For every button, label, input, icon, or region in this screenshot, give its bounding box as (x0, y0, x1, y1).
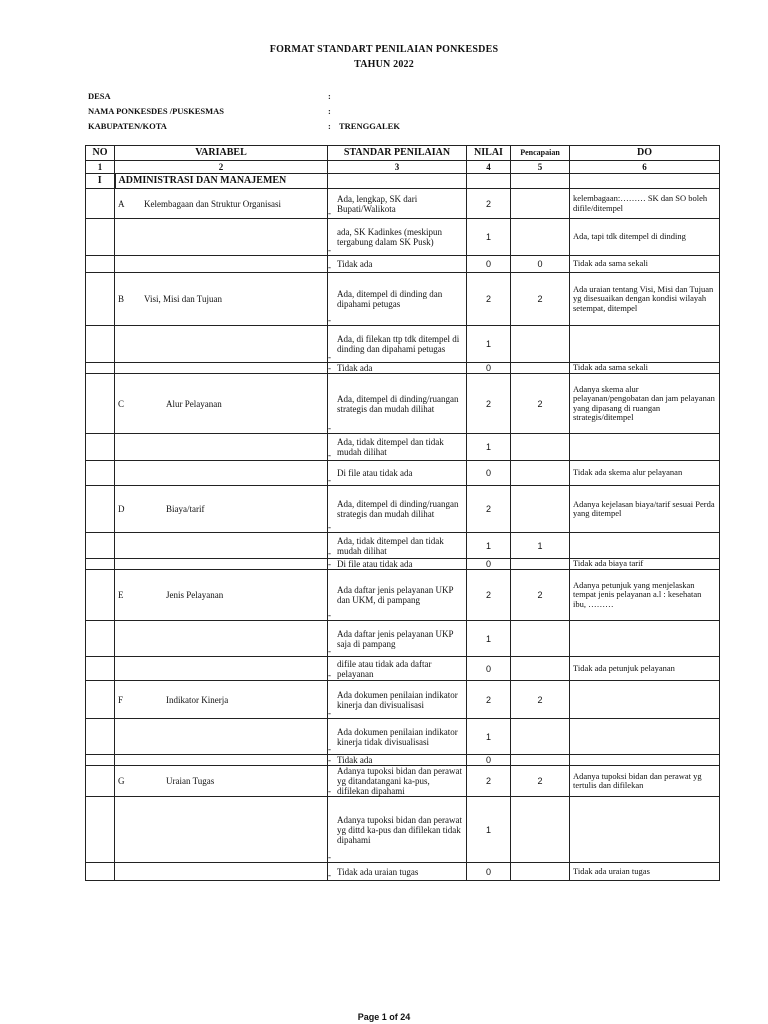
standard-text: Ada daftar jenis pelayanan UKP dan UKM, di pampang (337, 585, 454, 605)
do-cell (570, 797, 720, 863)
nilai-cell: 0 (467, 256, 511, 273)
row-no-cell (86, 219, 115, 256)
variable-letter: B (118, 294, 125, 304)
standard-text: Adanya tupoksi bidan dan perawat yg dittd ka-pus dan difilekan tidak dipahami (337, 814, 462, 845)
pencapaian-cell (511, 755, 570, 766)
variable-cell (115, 719, 328, 755)
column-number: 5 (511, 161, 570, 174)
variable-cell (115, 461, 328, 486)
variable-name: Visi, Misi dan Tujuan (144, 294, 222, 304)
variable-name: Indikator Kinerja (166, 694, 229, 705)
standard-cell: - ada, SK Kadinkes (meskipun tergabung dalam SK Pusk) (328, 219, 467, 256)
nilai-cell: 2 (467, 681, 511, 719)
do-cell: Adanya skema alur pelayanan/pengobatan dan jam pelayanan yang dipasang di ruangan strategis/ditempel (570, 374, 720, 434)
nilai-cell: 2 (467, 766, 511, 797)
standard-text: Tidak ada (337, 259, 373, 269)
standard-text: Tidak ada (337, 363, 373, 373)
meta-label: NAMA PONKESDES /PUSKESMAS (88, 106, 225, 116)
row-no-cell (86, 363, 115, 374)
do-cell (570, 755, 720, 766)
do-cell (570, 719, 720, 755)
row-no-cell (86, 681, 115, 719)
pencapaian-cell (511, 863, 570, 881)
standard-cell: - Ada, lengkap, SK dari Bupati/Walikota (328, 189, 467, 219)
standard-cell: - Ada, tidak ditempel dan tidak mudah dilihat (328, 533, 467, 559)
nilai-cell: 0 (467, 461, 511, 486)
do-cell: Tidak ada sama sekali (570, 363, 720, 374)
pencapaian-cell: 2 (511, 766, 570, 797)
nilai-cell: 1 (467, 533, 511, 559)
nilai-cell: 1 (467, 621, 511, 657)
pencapaian-cell: 2 (511, 374, 570, 434)
table-row (86, 621, 720, 657)
pencapaian-cell: 0 (511, 256, 570, 273)
table-row (86, 863, 720, 881)
variable-cell (115, 363, 328, 374)
standard-text: ada, SK Kadinkes (meskipun tergabung dalam SK Pusk) (337, 227, 442, 247)
standard-text: Ada, di filekan ttp tdk ditempel di dinding dan dipahami petugas (337, 334, 460, 354)
do-cell: Tidak ada biaya tarif (570, 559, 720, 570)
pencapaian-cell (511, 461, 570, 486)
variable-cell (115, 189, 328, 219)
header-variabel: VARIABEL (115, 146, 328, 161)
table-row (86, 570, 720, 621)
row-no-cell (86, 797, 115, 863)
variable-cell (115, 434, 328, 461)
standard-text: Ada, lengkap, SK dari Bupati/Walikota (337, 193, 418, 214)
row-no-cell (86, 326, 115, 363)
table-row (86, 486, 720, 533)
standard-cell: - Ada, tidak ditempel dan tidak mudah dilihat (328, 434, 467, 461)
table-row (86, 657, 720, 681)
standard-text: Ada dokumen penilaian indikator kinerja dan divisualisasi (337, 689, 458, 710)
standard-text: Ada dokumen penilaian indikator kinerja tidak divisualisasi (337, 726, 458, 747)
variable-cell (115, 797, 328, 863)
row-no-cell (86, 189, 115, 219)
variable-cell (115, 219, 328, 256)
table-row (86, 533, 720, 559)
standard-text: Ada, ditempel di dinding/ruangan strategis dan mudah dilihat (337, 393, 459, 414)
variable-cell (115, 621, 328, 657)
row-no-cell (86, 863, 115, 881)
column-number: 6 (570, 161, 720, 174)
row-no-cell (86, 755, 115, 766)
variable-cell (115, 766, 328, 797)
pencapaian-cell (511, 621, 570, 657)
row-no-cell (86, 256, 115, 273)
column-number: 2 (115, 161, 328, 174)
standard-cell: - Tidak ada (328, 755, 467, 766)
document-year: TAHUN 2022 (354, 59, 414, 70)
standard-text: Ada, tidak ditempel dan tidak mudah dilihat (337, 437, 444, 457)
table-row (86, 273, 720, 326)
variable-letter: D (118, 504, 125, 514)
pencapaian-cell: 2 (511, 681, 570, 719)
variable-letter: C (118, 398, 125, 409)
column-number: 4 (467, 161, 511, 174)
standard-cell: - Ada, ditempel di dinding/ruangan strategis dan mudah dilihat (328, 374, 467, 434)
do-cell (570, 326, 720, 363)
standard-text: Ada, tidak ditempel dan tidak mudah dilihat (337, 535, 444, 556)
variable-cell (115, 256, 328, 273)
do-cell: Adanya petunjuk yang menjelaskan tempat jenis pelayanan a.l : kesehatan ibu, ……… (570, 570, 720, 621)
variable-letter: F (118, 694, 124, 705)
nilai-cell: 1 (467, 797, 511, 863)
variable-cell (115, 755, 328, 766)
variable-cell (115, 533, 328, 559)
pencapaian-cell (511, 486, 570, 533)
standard-text: Tidak ada (337, 755, 373, 765)
assessment-table (85, 145, 720, 881)
pencapaian-cell (511, 219, 570, 256)
row-no-cell (86, 657, 115, 681)
meta-label: DESA (88, 91, 111, 101)
nilai-cell: 2 (467, 570, 511, 621)
column-number: 1 (86, 161, 115, 174)
nilai-cell: 2 (467, 486, 511, 533)
table-row (86, 766, 720, 797)
do-cell (570, 681, 720, 719)
section-no: I (86, 174, 115, 189)
standard-cell: - Ada daftar jenis pelayanan UKP dan UKM, di pampang (328, 570, 467, 621)
nilai-cell: 0 (467, 755, 511, 766)
standard-text: difile atau tidak ada daftar pelayanan (337, 658, 432, 679)
standard-cell: - Tidak ada (328, 363, 467, 374)
variable-name: Alur Pelayanan (166, 398, 222, 409)
variable-name: Biaya/tarif (166, 504, 205, 514)
table-row (86, 374, 720, 434)
variable-letter: G (118, 776, 125, 786)
row-no-cell (86, 434, 115, 461)
variable-cell (115, 559, 328, 570)
pencapaian-cell: 1 (511, 533, 570, 559)
standard-cell: - Tidak ada uraian tugas (328, 863, 467, 881)
standard-cell: - Tidak ada (328, 256, 467, 273)
nilai-cell: 2 (467, 273, 511, 326)
standard-cell: - Ada dokumen penilaian indikator kinerja tidak divisualisasi (328, 719, 467, 755)
row-no-cell (86, 461, 115, 486)
nilai-cell: 2 (467, 189, 511, 219)
do-cell: Ada, tapi tdk ditempel di dinding (570, 219, 720, 256)
standard-text: Di file atau tidak ada (337, 468, 413, 478)
variable-cell (115, 486, 328, 533)
table-row (86, 326, 720, 363)
standard-cell: - Adanya tupoksi bidan dan perawat yg dittd ka-pus dan difilekan tidak dipahami (328, 797, 467, 863)
variable-cell (115, 374, 328, 434)
do-cell: Tidak ada petunjuk pelayanan (570, 657, 720, 681)
table-row (86, 363, 720, 374)
variable-name: Uraian Tugas (166, 776, 215, 786)
standard-cell: - Ada, ditempel di dinding dan dipahami petugas (328, 273, 467, 326)
do-cell: Adanya kejelasan biaya/tarif sesuai Perda yang ditempel (570, 486, 720, 533)
pencapaian-cell (511, 189, 570, 219)
standard-cell: - Ada dokumen penilaian indikator kinerja dan divisualisasi (328, 681, 467, 719)
pencapaian-cell (511, 363, 570, 374)
variable-cell (115, 570, 328, 621)
meta-value: TRENGGALEK (339, 121, 400, 131)
table-row (86, 189, 720, 219)
row-no-cell (86, 559, 115, 570)
standard-text: Ada daftar jenis pelayanan UKP saja di pampang (337, 628, 454, 649)
table-row (86, 461, 720, 486)
variable-letter: A (118, 198, 125, 209)
nilai-cell: 0 (467, 559, 511, 570)
standard-text: Tidak ada uraian tugas (337, 866, 419, 877)
do-cell: Tidak ada sama sekali (570, 256, 720, 273)
variable-cell (115, 273, 328, 326)
standard-cell: - Ada daftar jenis pelayanan UKP saja di pampang (328, 621, 467, 657)
pencapaian-cell (511, 559, 570, 570)
do-cell: Tidak ada skema alur pelayanan (570, 461, 720, 486)
nilai-cell: 2 (467, 374, 511, 434)
standard-text: Ada, ditempel di dinding dan dipahami petugas (337, 289, 443, 309)
table-row (86, 559, 720, 570)
nilai-cell: 1 (467, 326, 511, 363)
section-title: ADMINISTRASI DAN MANAJEMEN (115, 174, 328, 189)
standard-text: Ada, ditempel di dinding/ruangan strategis dan mudah dilihat (337, 499, 459, 519)
nilai-cell: 0 (467, 657, 511, 681)
header-do: DO (570, 146, 720, 161)
variable-cell (115, 681, 328, 719)
table-row (86, 434, 720, 461)
nilai-cell: 1 (467, 719, 511, 755)
row-no-cell (86, 273, 115, 326)
standard-cell: - Adanya tupoksi bidan dan perawat yg ditandatangani ka-pus, difilekan dipahami (328, 766, 467, 797)
table-row (86, 681, 720, 719)
table-row (86, 797, 720, 863)
meta-label: KABUPATEN/KOTA (88, 121, 167, 131)
standard-cell: - Ada, di filekan ttp tdk ditempel di dinding dan dipahami petugas (328, 326, 467, 363)
header-pencapaian: Pencapaian (511, 146, 570, 161)
document-title: FORMAT STANDART PENILAIAN PONKESDES (269, 44, 499, 55)
nilai-cell: 1 (467, 434, 511, 461)
pencapaian-cell (511, 719, 570, 755)
pencapaian-cell (511, 797, 570, 863)
nilai-cell: 1 (467, 219, 511, 256)
row-no-cell (86, 570, 115, 621)
standard-cell: - Di file atau tidak ada (328, 559, 467, 570)
do-cell (570, 434, 720, 461)
variable-cell (115, 863, 328, 881)
column-number-row (86, 161, 720, 174)
nilai-cell: 0 (467, 363, 511, 374)
variable-name: Jenis Pelayanan (166, 590, 224, 600)
table-row (86, 256, 720, 273)
row-no-cell (86, 766, 115, 797)
table-row (86, 755, 720, 766)
do-cell: kelembagaan:……… SK dan SO boleh difile/ditempel (570, 189, 720, 219)
do-cell: Adanya tupoksi bidan dan perawat yg tertulis dan difilekan (570, 766, 720, 797)
standard-cell: - difile atau tidak ada daftar pelayanan (328, 657, 467, 681)
standard-text: Di file atau tidak ada (337, 559, 413, 569)
header-standar: STANDAR PENILAIAN (328, 146, 467, 161)
table-row (86, 719, 720, 755)
standard-cell: - Ada, ditempel di dinding/ruangan strategis dan mudah dilihat (328, 486, 467, 533)
nilai-cell: 0 (467, 863, 511, 881)
header-nilai: NILAI (467, 146, 511, 161)
standard-cell: - Di file atau tidak ada (328, 461, 467, 486)
row-no-cell (86, 486, 115, 533)
pencapaian-cell (511, 326, 570, 363)
standard-text: Adanya tupoksi bidan dan perawat yg ditandatangani ka-pus, difilekan dipahami (337, 766, 462, 796)
row-no-cell (86, 719, 115, 755)
do-cell: Tidak ada uraian tugas (570, 863, 720, 881)
do-cell (570, 621, 720, 657)
variable-letter: E (118, 590, 124, 600)
column-number: 3 (328, 161, 467, 174)
section-row (86, 174, 720, 189)
pencapaian-cell (511, 434, 570, 461)
table-header-row (86, 146, 720, 161)
table-row (86, 219, 720, 256)
header-no: NO (86, 146, 115, 161)
pencapaian-cell (511, 657, 570, 681)
row-no-cell (86, 533, 115, 559)
do-cell: Ada uraian tentang Visi, Misi dan Tujuan yg disesuaikan dengan kondisi wilayah setempat, ditempel (570, 273, 720, 326)
row-no-cell (86, 621, 115, 657)
row-no-cell (86, 374, 115, 434)
pencapaian-cell: 2 (511, 570, 570, 621)
page-number: Page 1 of 24 (357, 1012, 411, 1022)
do-cell (570, 533, 720, 559)
variable-cell (115, 657, 328, 681)
variable-name: Kelembagaan dan Struktur Organisasi (144, 198, 282, 209)
pencapaian-cell: 2 (511, 273, 570, 326)
variable-cell (115, 326, 328, 363)
